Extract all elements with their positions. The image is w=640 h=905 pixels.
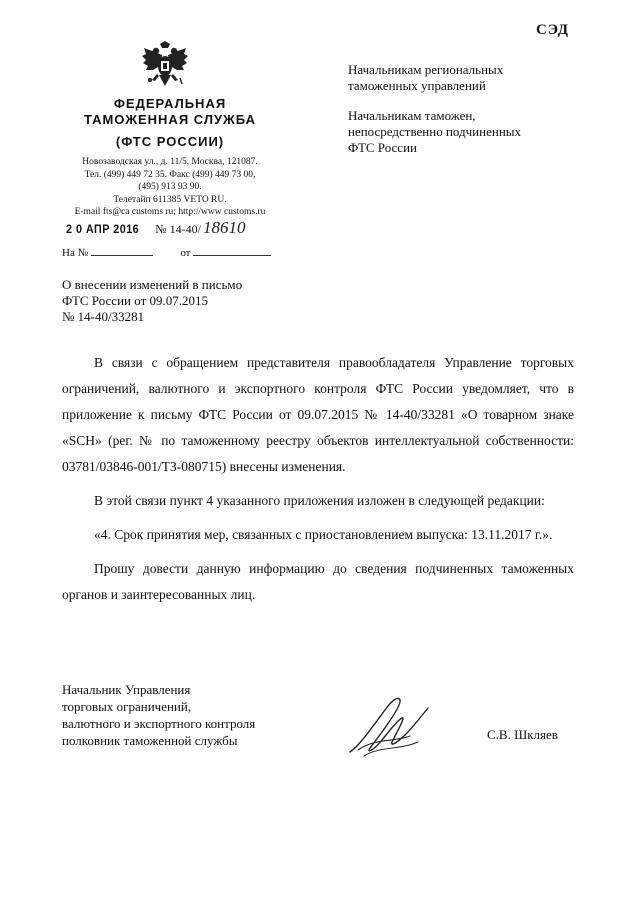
outgoing-number-handwritten: 18610: [202, 218, 246, 237]
address-line-4: Телетайп 611385 VETO RU.: [113, 194, 227, 205]
reference-line: [62, 243, 271, 259]
outgoing-number-prefix: № 14-40/: [155, 222, 201, 236]
signatory-line-3: валютного и экспортного контроля: [62, 716, 256, 731]
signatory-line-4: полковник таможенной службы: [62, 733, 238, 748]
address-line-2: Тел. (499) 449 72 35. Факс (499) 449 73 00,: [84, 169, 256, 180]
from-label: от: [180, 247, 191, 259]
recipients-block: [348, 62, 598, 170]
body-paragraph-4: Прошу довести данную информацию до сведения подчиненных таможенных органов и заинтересованных лиц.: [62, 561, 574, 602]
eagle-emblem-icon: [140, 40, 190, 92]
date-stamp: 2 0 АПР 2016: [66, 222, 140, 236]
address-line-1: Новозаводская ул., д. 11/5, Москва, 121087.: [82, 157, 258, 167]
recipient-1-line-2: таможенных управлений: [348, 78, 486, 93]
signer-name: С.В. Шкляев: [487, 727, 558, 742]
recipient-group-2: [348, 108, 598, 156]
address-line-3: (495) 913 93 90.: [138, 182, 202, 192]
on-number-blank: [91, 243, 153, 256]
org-address: [60, 156, 280, 219]
recipient-1-line-1: Начальникам региональных: [348, 62, 504, 77]
signatory-line-2: торговых ограничений,: [62, 699, 192, 714]
address-line-5: E-mail fts@ca customs ru; http://www customs.ru: [74, 207, 266, 217]
subject-line-2: ФТС России от 09.07.2015: [62, 293, 209, 308]
document-mark: СЭД: [536, 22, 570, 38]
body-paragraph-2: В этой связи пункт 4 указанного приложения изложен в следующей редакции:: [94, 493, 545, 508]
subject-line-1: О внесении изменений в письмо: [62, 277, 243, 292]
body-paragraph-1: В связи с обращением представителя правообладателя Управление торговых ограничений, валютного и экспортного контроля ФТС России уведомляет, что в приложение к письму ФТС России от 09.07.2015 № 14-40/33281 «О товарном знаке «SCH» (рег. № по таможенному реестру объектов интеллектуальной собственности: 03781/03846-001/ТЗ-080715) внесены изменения.: [62, 355, 574, 474]
org-line-2: ТАМОЖЕННАЯ СЛУЖБА: [83, 112, 257, 127]
recipient-group-1: [348, 62, 598, 94]
recipient-2-line-1: Начальникам таможен,: [348, 108, 476, 123]
org-line-1: ФЕДЕРАЛЬНАЯ: [113, 96, 227, 111]
letter-body: [62, 350, 574, 616]
subject-line-3: № 14-40/33281: [62, 309, 145, 324]
registration-line: [62, 218, 245, 238]
org-short-name: (ФТС РОССИИ): [115, 134, 225, 149]
signatory-line-1: Начальник Управления: [62, 682, 191, 697]
signatory-title: [62, 681, 322, 749]
from-date-blank: [193, 243, 271, 256]
body-paragraph-3: «4. Срок принятия мер, связанных с приостановлением выпуска: 13.11.2017 г.».: [94, 527, 553, 542]
letter-subject: [62, 277, 322, 325]
recipient-2-line-3: ФТС России: [348, 140, 417, 155]
handwritten-signature: [340, 690, 440, 760]
recipient-2-line-2: непосредственно подчиненных: [348, 124, 522, 139]
on-number-label: На №: [62, 247, 89, 259]
organization-name: [60, 96, 280, 150]
